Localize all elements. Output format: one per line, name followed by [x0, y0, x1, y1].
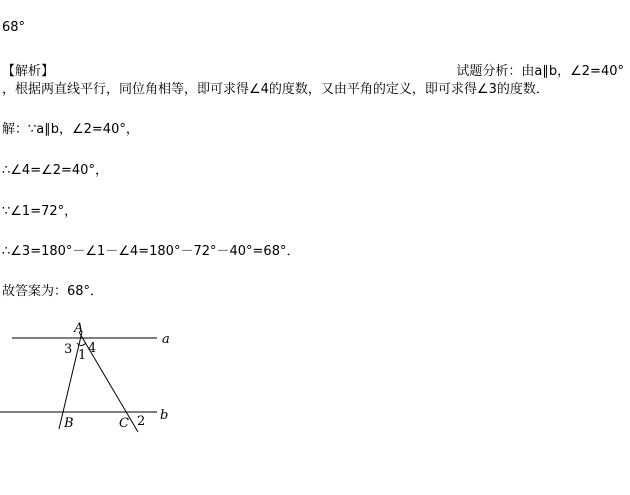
- analysis-line-2: ，根据两直线平行，同位角相等，即可求得∠4的度数，又由平角的定义，即可求得∠3的度数．: [2, 82, 549, 97]
- analysis-heading: 【解析】: [2, 64, 55, 79]
- solution-line-3: ∵∠1=72°，: [2, 204, 78, 219]
- solution-line-4: ∴∠3=180°－∠1－∠4=180°－72°－40°=68°．: [2, 244, 300, 259]
- conclusion: 故答案为：68°．: [2, 284, 104, 299]
- label-b: b: [160, 408, 169, 423]
- solution-line-1: 解：∵a∥b，∠2=40°，: [2, 122, 139, 137]
- label-angle-1: 1: [78, 348, 87, 363]
- label-angle-2: 2: [137, 414, 146, 429]
- label-angle-3: 3: [64, 342, 73, 357]
- geometry-figure: [0, 312, 210, 442]
- angle-arc-1: [77, 343, 86, 346]
- label-A: A: [74, 321, 84, 336]
- label-C: C: [119, 416, 129, 431]
- answer-top: 68°: [2, 20, 26, 35]
- label-a: a: [162, 332, 170, 347]
- label-B: B: [64, 416, 74, 431]
- label-angle-4: 4: [88, 341, 97, 356]
- solution-line-2: ∴∠4=∠2=40°，: [2, 163, 108, 178]
- analysis-intro: 试题分析：由a∥b，∠2=40°: [456, 64, 624, 79]
